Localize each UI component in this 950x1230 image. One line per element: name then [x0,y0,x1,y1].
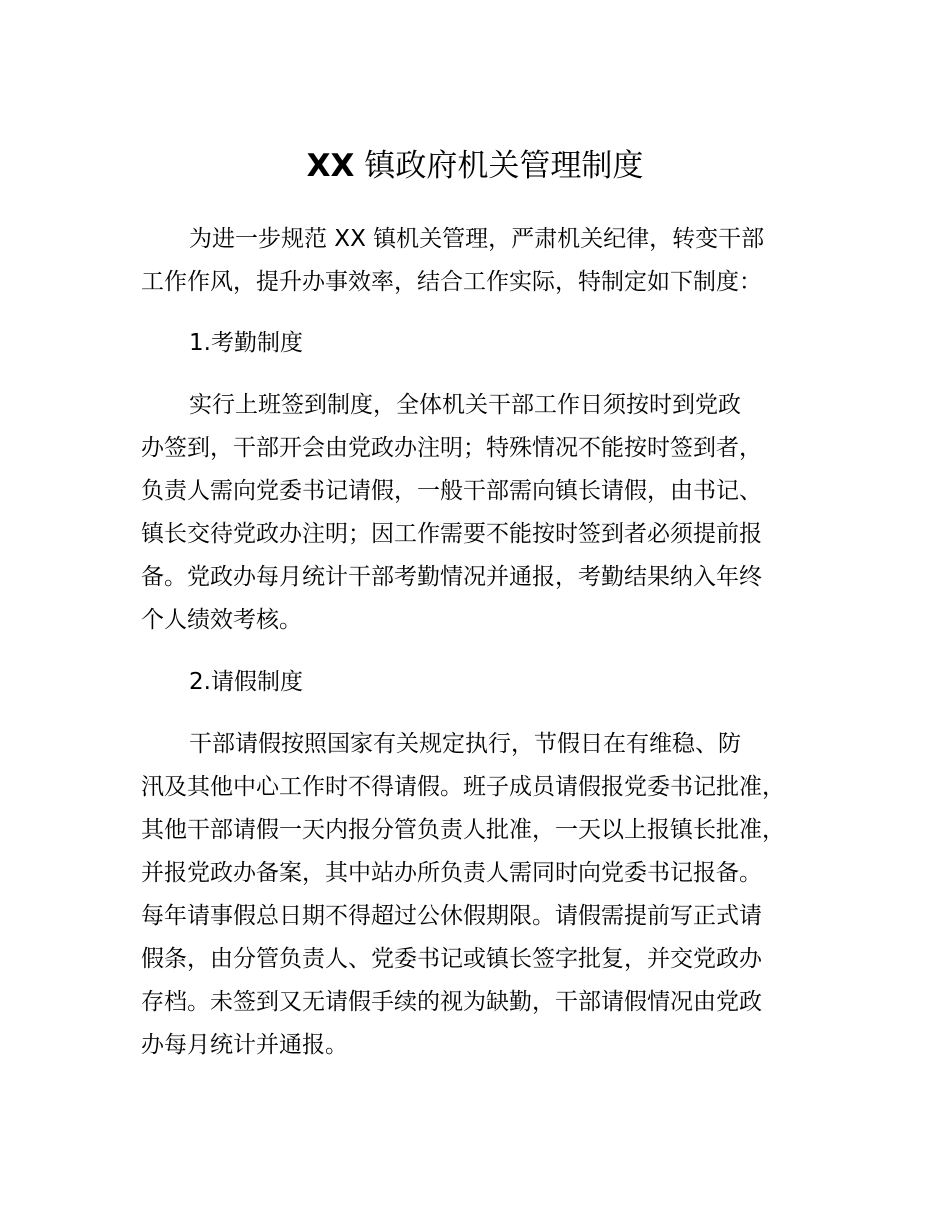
section1-line: 负责人需向党委书记请假，一般干部需向镇长请假，由书记、 [141,478,762,504]
section2-paragraph [141,723,841,1067]
section2-line: 汛及其他中心工作时不得请假。班子成员请假报党委书记批准， [141,774,785,800]
section2-line: 并报党政办备案，其中站办所负责人需同时向党委书记报备。 [141,860,762,886]
section2-heading: 2.请假制度 [189,669,303,695]
section1-line: 个人绩效考核。 [141,607,302,633]
section1-line: 办签到，干部开会由党政办注明；特殊情况不能按时签到者， [141,435,762,461]
intro-line: 工作作风，提升办事效率，结合工作实际，特制定如下制度： [141,269,762,295]
section2-line: 每年请事假总日期不得超过公休假期限。请假需提前写正式请 [141,903,762,929]
section2-line: 办每月统计并通报。 [141,1032,348,1058]
section1-line: 镇长交待党政办注明；因工作需要不能按时签到者必须提前报 [141,521,762,547]
section2-line: 干部请假按照国家有关规定执行，节假日在有维稳、防 [189,731,741,757]
title-prefix: XX [306,148,355,184]
section1-heading-block [141,322,841,365]
section1-paragraph [141,384,841,642]
intro-line: 为进一步规范 XX 镇机关管理，严肃机关纪律，转变干部 [189,226,765,252]
section1-heading: 1.考勤制度 [189,330,303,356]
title-rest: 镇政府机关管理制度 [354,148,644,184]
section1-line: 实行上班签到制度，全体机关干部工作日须按时到党政 [189,392,741,418]
section1-line: 备。党政办每月统计干部考勤情况并通报，考勤结果纳入年终 [141,564,762,590]
section2-line: 其他干部请假一天内报分管负责人批准，一天以上报镇长批准， [141,817,785,843]
document-title [0,140,950,192]
section2-line: 存档。未签到又无请假手续的视为缺勤，干部请假情况由党政 [141,989,762,1015]
intro-paragraph [141,218,841,304]
section2-heading-block [141,661,841,704]
section2-line: 假条，由分管负责人、党委书记或镇长签字批复，并交党政办 [141,946,762,972]
